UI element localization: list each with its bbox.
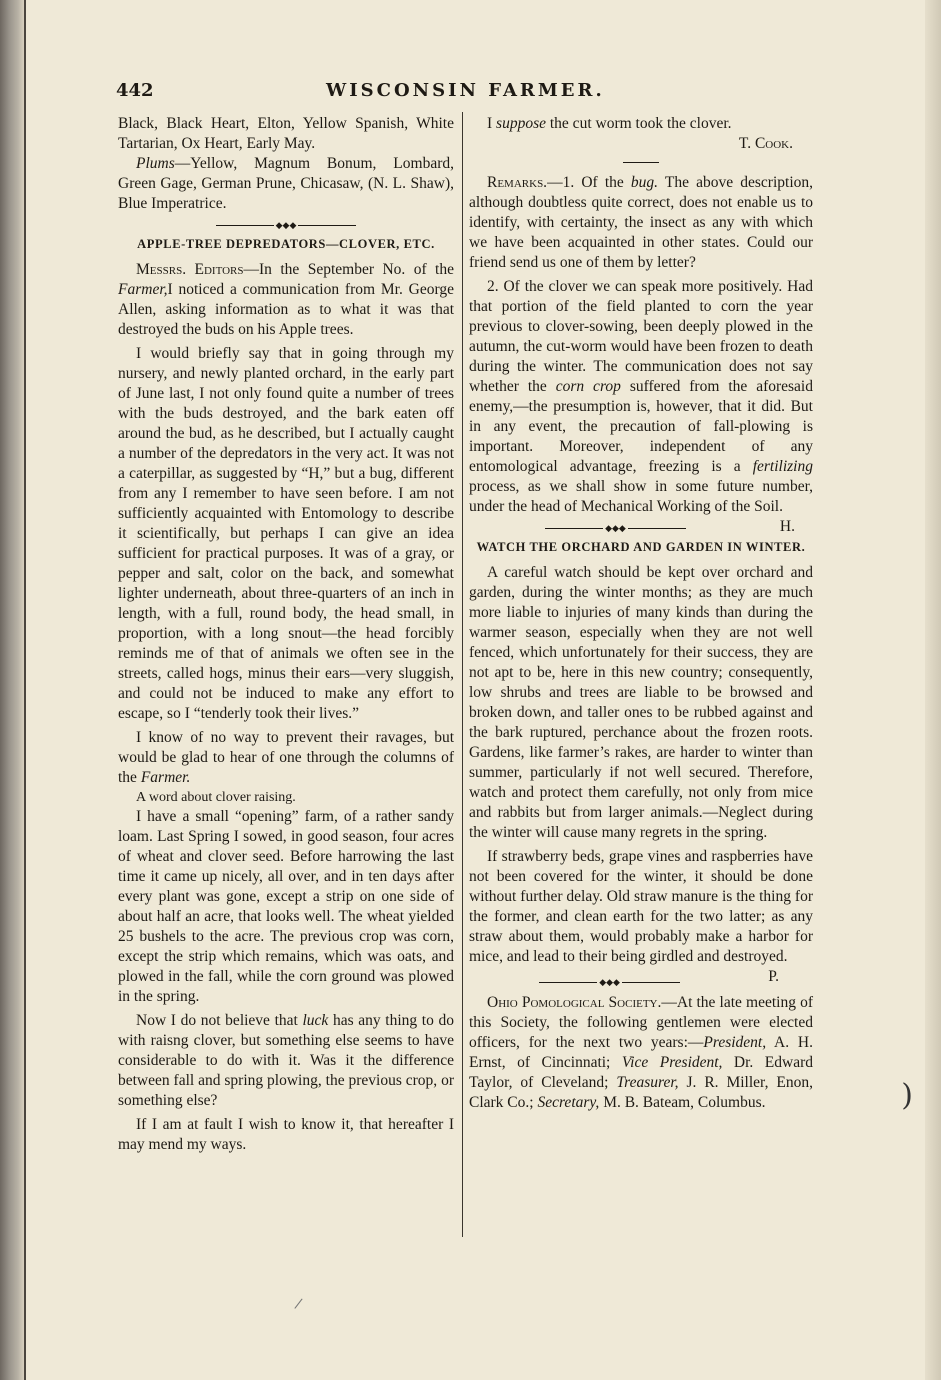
fertilizing-italic: fertilizing xyxy=(752,458,813,475)
plums-label: Plums xyxy=(136,155,175,172)
paragraph-farm: I have a small “opening” farm, of a rather sandy loam. Last Spring I sowed, in good season, four acres of wheat and clover seed. Before harrowing the last time it came up nicely, all over, and in ten days after every plant was gone, except a strip on one side of about half an acre, that looks well. The wheat yielded 25 bushels to the acre. The previous crop was corn, except the strip which remains, which was oats, and plowed in the fall, while the corn ground was plowed in the spring. xyxy=(118,808,454,1005)
vice-president-label: Vice President, xyxy=(621,1054,723,1071)
treasurer-label: Treasurer, xyxy=(616,1074,679,1091)
left-column xyxy=(118,114,454,1155)
farmer-italic-2: Farmer. xyxy=(140,769,191,786)
paragraph-careful-watch: A careful watch should be kept over orchard and garden, during the winter months; as they are much more liable to injuries of many kinds than during the warmer season, especially when they are not well fenced, which unfortunately for their success, they are not apt to be, here in this new country; consequently, low shrubs and trees are liable to be browsed and broken down, and taller ones to be rubbed against and the bark ruptured, perchance about the frozen roots. Gardens, like farmer’s rakes, are harder to winter than summer, particularly if not well secured. Therefore, watch and protect them carefully, not only from mice and rabbits but from larger animals.—Neglect during the winter will cause many regrets in the spring. xyxy=(469,564,813,841)
right-column xyxy=(469,114,813,1113)
treasurer-value: J. R. Miller, Enon, Clark Co.; xyxy=(469,1074,813,1111)
paragraph-luck xyxy=(118,1011,454,1111)
page-right-edge xyxy=(925,0,941,1380)
vice-president-value: Dr. Edward Taylor, of Cleveland; xyxy=(469,1054,813,1091)
bug-italic: bug. xyxy=(630,174,659,191)
ohio-text: —At the late meeting of this Society, the following gentlemen were elected officers, for the next two years:— xyxy=(469,994,814,1051)
plums-text: —Yellow, Magnum Bonum, Lombard, Green Gage, German Prune, Chicasaw, (N. L. Shaw), Blue Imperatrice. xyxy=(118,155,454,212)
separator-rule-right-3 xyxy=(622,982,680,983)
ravages-text: I know of no way to prevent their ravages, but would be glad to hear of one through the columns of the xyxy=(118,729,454,786)
farmer-italic: Farmer, xyxy=(118,281,168,298)
suppose-text-b: the cut worm took the clover. xyxy=(546,115,732,132)
separator-rule-left xyxy=(216,225,274,226)
luck-text-b: has any thing to do with raisng clover, but something else seems to have considerable to do with it. Was it the difference between fall and spring plowing, the previous crop, or something else? xyxy=(118,1012,454,1109)
strawberry-text: If strawberry beds, grape vines and raspberries have not been covered for the winter, it should be done without further delay. Old straw manure is the thing for the former, and clean earth for the two latter; as any straw about them, would probably make a harbor for mice, and lead to their being girdled and destroyed. xyxy=(469,848,813,965)
salutation: Messrs. Editors xyxy=(136,261,244,278)
letter-text: —In the September No. of the xyxy=(243,261,454,278)
plums-paragraph xyxy=(118,154,454,214)
column-divider xyxy=(462,112,463,1237)
ornament-icon-2: ◆◆◆ xyxy=(605,523,626,533)
luck-italic: luck xyxy=(302,1012,329,1029)
paragraph-strawberry xyxy=(469,847,813,985)
paragraph-ravages xyxy=(118,728,454,788)
binding-shadow-line xyxy=(24,0,26,1380)
remarks-text-a: —1. Of the xyxy=(547,174,631,191)
suppose-italic: suppose xyxy=(496,115,546,132)
suppose-text-a: I xyxy=(487,115,497,132)
article-title-apple-tree: APPLE-TREE DEPREDATORS—CLOVER, ETC. xyxy=(137,237,435,251)
section-separator-2 xyxy=(469,523,762,533)
secretary-value: M. B. Bateam, Columbus. xyxy=(599,1094,766,1111)
separator-rule-left-2 xyxy=(545,528,603,529)
separator-rule-right-2 xyxy=(628,528,686,529)
cherry-list-continued: Black, Black Heart, Elton, Yellow Spanish, White Tartarian, Ox Heart, Early May. xyxy=(118,115,454,152)
remarks-label: Remarks. xyxy=(487,174,548,191)
remarks-text-b: The above description, although doubtless quite correct, does not enable us to identify, with certainty, the insect as any with which we have been acquainted in other states. Could our friend send us one of them by letter? xyxy=(469,174,813,271)
signature-t-cook: T. Cook. xyxy=(738,135,793,152)
clover-text-a: 2. Of the clover we can speak more positively. Had that portion of the field planted to corn the year previous to clover-sowing, been deeply plowed in the autumn, the cut-worm would have been frozen to death during the winter. The communication does not say whether the xyxy=(469,278,813,395)
remarks-paragraph xyxy=(469,173,813,273)
paragraph-suppose xyxy=(469,114,813,134)
short-rule xyxy=(623,162,659,163)
book-binding-edge xyxy=(0,0,24,1380)
running-head: WISCONSIN FARMER. xyxy=(326,80,605,101)
signature-p: P. xyxy=(768,968,779,985)
paragraph-clover-intro: A word about clover raising. xyxy=(136,790,296,805)
paragraph-ohio-society xyxy=(469,993,813,1113)
paragraph-fault: If I am at fault I wish to know it, that hereafter I may mend my ways. xyxy=(118,1116,454,1153)
clover-text-c: process, as we shall show in some future number, under the head of Mechanical Working of the Soil. xyxy=(469,478,813,515)
letter-text-cont: I noticed a communication from Mr. George Allen, asking information as to what it was that destroyed the buds on his Apple trees. xyxy=(118,281,454,338)
ornament-icon: ◆◆◆ xyxy=(275,220,297,230)
margin-bracket-mark: ) xyxy=(901,1078,913,1113)
clover-text-b: suffered from the aforesaid enemy,—the presumption is, however, that it did. But in any event, the precaution of fall-plowing is important. Moreover, independent of any entomological advantage, freezing is a xyxy=(469,378,813,475)
page-header xyxy=(116,80,816,104)
signature-h: H. xyxy=(779,518,795,535)
section-separator-3 xyxy=(469,977,750,987)
pencil-mark: / xyxy=(293,1295,304,1313)
president-label: President, xyxy=(703,1034,767,1051)
section-separator xyxy=(118,220,454,230)
page-number: 442 xyxy=(116,80,154,101)
separator-rule-left-3 xyxy=(539,982,597,983)
letter-opening xyxy=(118,260,454,340)
ohio-label: Ohio Pomological Society. xyxy=(487,994,662,1011)
secretary-label: Secretary, xyxy=(537,1094,600,1111)
separator-rule-right xyxy=(298,225,356,226)
president-value: A. H. Ernst, of Cincinnati; xyxy=(469,1034,813,1071)
corn-crop-italic: corn crop xyxy=(555,378,621,395)
luck-text-a: Now I do not believe that xyxy=(136,1012,303,1029)
paragraph-bug-description: I would briefly say that in going through my nursery, and newly planted orchard, in the early part of June last, I not only found quite a number of trees with the buds destroyed, and the bark eaten off around the bud, as he described, but I actually caught a number of the depredators in the very act. It was not a caterpillar, as suggested by “H,” but a bug, different from any I remember to have seen before. I am not sufficiently acquainted with Entomology to describe it scientifically, but perhaps I can give an idea sufficient for practical purposes. It was of a gray, or pepper and salt, color on the back, and somewhat lighter underneath, about three-quarters of an inch in length, with a full, round body, the head small, in proportion, with a long snout—the head forcibly reminds me of that of animals we often see in the streets, called hogs, minus their ears—very sluggish, and could not be induced to make any effort to escape, so I “tenderly took their lives.” xyxy=(118,345,454,722)
article-title-watch-orchard: WATCH THE ORCHARD AND GARDEN IN WINTER. xyxy=(476,540,806,554)
clover-remarks-paragraph xyxy=(469,277,813,535)
ornament-icon-3: ◆◆◆ xyxy=(599,977,620,987)
